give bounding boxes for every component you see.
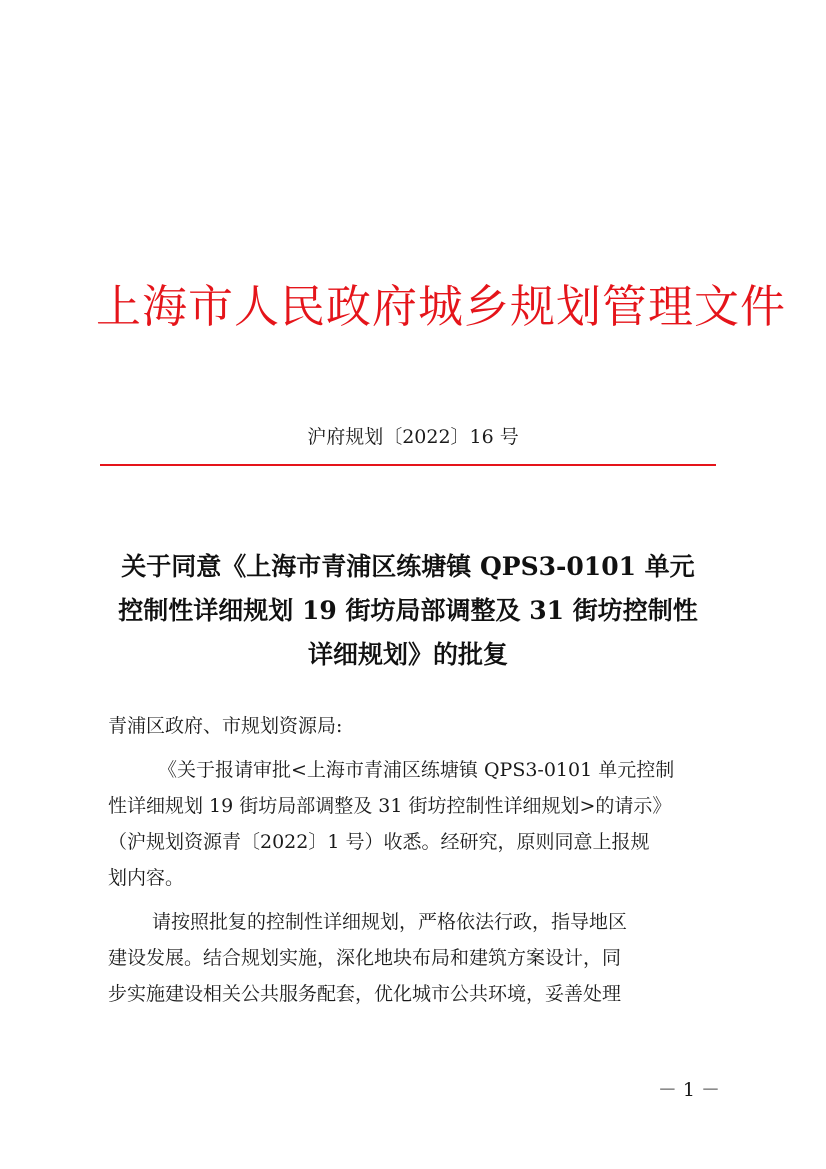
paragraph-line: 建设发展。结合规划实施，深化地块布局和建筑方案设计，同	[108, 947, 622, 969]
document-subject	[100, 545, 716, 677]
subject-line: 控制性详细规划 19 街坊局部调整及 31 街坊控制性	[118, 596, 698, 625]
paragraph-line: 性详细规划 19 街坊局部调整及 31 街坊控制性详细规划>的请示》	[108, 795, 672, 817]
red-separator-line	[100, 464, 716, 466]
paragraph-line: 请按照批复的控制性详细规划，严格依法行政，指导地区	[152, 911, 628, 933]
paragraph-receipt	[108, 752, 718, 896]
document-number: 沪府规划〔2022〕16 号	[307, 426, 519, 448]
paragraph-line: （沪规划资源青〔2022〕1 号）收悉。经研究，原则同意上报规	[108, 831, 650, 853]
paragraph-line: 划内容。	[108, 867, 185, 889]
subject-line: 关于同意《上海市青浦区练塘镇 QPS3-0101 单元	[121, 552, 695, 581]
issuer-title: 上海市人民政府城乡规划管理文件	[96, 280, 787, 333]
page-number: － 1 －	[657, 1079, 720, 1101]
paragraph-line: 《关于报请审批<上海市青浦区练塘镇 QPS3-0101 单元控制	[158, 759, 675, 781]
subject-line: 详细规划》的批复	[307, 640, 508, 669]
addressee: 青浦区政府、市规划资源局:	[108, 715, 343, 737]
paragraph-instruction	[108, 904, 718, 1012]
paragraph-line: 步实施建设相关公共服务配套，优化城市公共环境，妥善处理	[108, 983, 622, 1005]
document-body	[108, 708, 718, 1012]
